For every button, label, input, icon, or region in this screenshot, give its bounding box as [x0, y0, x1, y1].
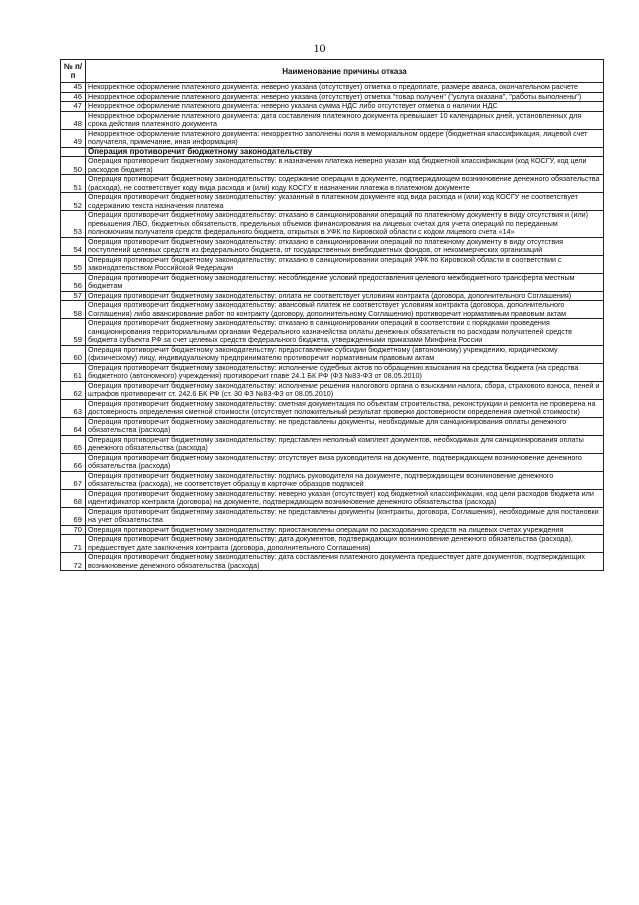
row-number: 55: [61, 255, 86, 273]
table-header-row: [61, 60, 604, 83]
table-row: [61, 273, 604, 291]
reason-text: Некорректное оформление платежного документа: некорректно заполнены поля в мемориальном ордере (бюджетная классификация, лицевой счет получателя, примечание, иная информация): [86, 129, 604, 147]
reason-text: Операция противоречит бюджетному законодательству: отказано в санкционировании операций УФК по Кировской области в соответствии с законодательством Российской Федерации: [86, 255, 604, 273]
row-number: 52: [61, 193, 86, 211]
row-number: 49: [61, 129, 86, 147]
reason-text: Некорректное оформление платежного документа: неверно указана (отсутствует) отметка о предоплате, размере аванса, окончательном расчете: [86, 83, 604, 93]
reason-text: Операция противоречит бюджетному законодательству: несоблюдение условий предоставления целевого межбюджетного трансферта местным бюджетам: [86, 273, 604, 291]
reason-text: Операция противоречит бюджетному законодательству: неверно указан (отсутствует) код бюджетной классификации, код цели расходов бюджета или идентификатор контракта (договора) на документе, подтверждающем возникновение денежного обязательства (расхода): [86, 489, 604, 507]
row-number: 65: [61, 435, 86, 453]
table-row: [61, 381, 604, 399]
reason-text: Операция противоречит бюджетному законодательству: исполнение решения налогового органа о взыскании налога, сбора, страхового взноса, пеней и штрафов противоречит ст. 242.6 БК РФ (ст. 30 ФЗ №83-ФЗ от 08.05.2010): [86, 381, 604, 399]
table-row: [61, 175, 604, 193]
reason-text: Некорректное оформление платежного документа: неверно указана (отсутствует) отметка "товар получен" ("услуга оказана", "работы выполнены"): [86, 92, 604, 102]
section-title: Операция противоречит бюджетному законодательству: [86, 147, 604, 157]
page-number: 10: [313, 41, 326, 55]
table-row: [61, 345, 604, 363]
column-header-number: № п/п: [61, 60, 86, 83]
row-number: 64: [61, 417, 86, 435]
table-row: [61, 102, 604, 112]
reason-text: Операция противоречит бюджетному законодательству: подпись руководителя на документе, подтверждающем возникновение денежного обязательства (расхода), не соответствует образцу в карточке образцов подписей: [86, 471, 604, 489]
table-row: [61, 453, 604, 471]
reason-text: Операция противоречит бюджетному законодательству: отсутствует виза руководителя на документе, подтверждающем возникновение денежного обязательства (расхода): [86, 453, 604, 471]
row-number: 59: [61, 319, 86, 346]
reason-text: Операция противоречит бюджетному законодательству: указанный в платежном документе код вида расхода и (или) код КОСГУ не соответствует содержанию текста назначения платежа: [86, 193, 604, 211]
row-number: 69: [61, 507, 86, 525]
table-row: [61, 157, 604, 175]
row-number: 54: [61, 237, 86, 255]
row-number: [61, 147, 86, 157]
row-number: 62: [61, 381, 86, 399]
row-number: 71: [61, 535, 86, 553]
row-number: 67: [61, 471, 86, 489]
reason-text: Операция противоречит бюджетному законодательству: отказано в санкционировании операций в соответствии с порядками проведения санкционирования территориальными органами Федерального казначейства оплаты денежных обязательств по расходам получателей средств бюджета субъекта РФ за счет целевых средств федерального бюджета, утвержденными приказами Минфина России: [86, 319, 604, 346]
table-row: [61, 535, 604, 553]
reason-text: Операция противоречит бюджетному законодательству: в назначении платежа неверно указан код бюджетной классификации (код КОСГУ, код цели расходов бюджета): [86, 157, 604, 175]
table-row: [61, 255, 604, 273]
table-row: [61, 193, 604, 211]
table-row: [61, 507, 604, 525]
row-number: 70: [61, 525, 86, 535]
row-number: 58: [61, 301, 86, 319]
row-number: 72: [61, 553, 86, 571]
table-row: [61, 237, 604, 255]
row-number: 50: [61, 157, 86, 175]
table-row: [61, 435, 604, 453]
row-number: 66: [61, 453, 86, 471]
row-number: 61: [61, 363, 86, 381]
reason-text: Операция противоречит бюджетному законодательству: сметная документация по объектам строительства, реконструкции и ремонта не проверена на достоверность определения сметной стоимости (отсутствует положительный результат проверки достоверности определения сметной стоимости): [86, 399, 604, 417]
reason-text: Операция противоречит бюджетному законодательству: предоставление субсидии бюджетному (автономному) учреждению, юридическому (физическому) лицу, индивидуальному предпринимателю противоречит нормативным правовым актам: [86, 345, 604, 363]
table-row: [61, 301, 604, 319]
reason-text: Операция противоречит бюджетному законодательству: дата документов, подтверждающих возникновение денежного обязательства (расхода), предшествует дате заключения контракта (договора, дополнительного Соглашения): [86, 535, 604, 553]
reason-text: Операция противоречит бюджетному законодательству: отказано в санкционировании операций по платежному документу в виду отсутствия поступлений целевых средств из федерального бюджета, от государственных внебюджетных фондов, от некоммерческих организаций: [86, 237, 604, 255]
table-row: [61, 363, 604, 381]
reason-text: Операция противоречит бюджетному законодательству: исполнение судебных актов по обращению взыскания на средства бюджета (на средства бюджетного (автономного) учреждения) противоречит главе 24.1 БК РФ (ФЗ №83-ФЗ от 08.05.2010): [86, 363, 604, 381]
row-number: 57: [61, 291, 86, 301]
reason-text: Операция противоречит бюджетному законодательству: авансовый платеж не соответствует условиям контракта (договора, дополнительного Соглашения) либо авансирование работ по контракту (договору, дополнительному Соглашению) противоречит нормативным правовым актам: [86, 301, 604, 319]
row-number: 47: [61, 102, 86, 112]
reason-text: Операция противоречит бюджетному законодательству: не представлены документы, необходимые для санкционирования оплаты денежного обязательства (расхода): [86, 417, 604, 435]
row-number: 63: [61, 399, 86, 417]
row-number: 56: [61, 273, 86, 291]
table-row: [61, 417, 604, 435]
table-row: [61, 553, 604, 571]
row-number: 51: [61, 175, 86, 193]
row-number: 60: [61, 345, 86, 363]
reason-text: Некорректное оформление платежного документа: дата составления платежного документа превышает 10 календарных дней, установленных для срока действия платежного документа: [86, 111, 604, 129]
row-number: 68: [61, 489, 86, 507]
row-number: 46: [61, 92, 86, 102]
table-row: [61, 129, 604, 147]
row-number: 45: [61, 83, 86, 93]
table-row: [61, 399, 604, 417]
column-header-name: Наименование причины отказа: [86, 60, 604, 83]
table-row: [61, 111, 604, 129]
table-row: [61, 471, 604, 489]
row-number: 53: [61, 211, 86, 238]
reason-text: Операция противоречит бюджетному законодательству: представлен неполный комплект документов, необходимых для санкционирования оплаты денежного обязательства (расхода): [86, 435, 604, 453]
reason-text: Операция противоречит бюджетному законодательству: оплата не соответствует условиям контракта (договора, дополнительного Соглашения): [86, 291, 604, 301]
table-row: [61, 319, 604, 346]
refusal-reasons-table: [60, 59, 604, 571]
row-number: 48: [61, 111, 86, 129]
reason-text: Операция противоречит бюджетному законодательству: приостановлены операции по расходованию средств на лицевых счетах учреждения: [86, 525, 604, 535]
table-body: [61, 83, 604, 571]
table-row: [61, 489, 604, 507]
table-row: [61, 83, 604, 93]
reason-text: Операция противоречит бюджетному законодательству: содержание операции в документе, подтверждающем возникновение денежного обязательства (расхода), не соответствует коду вида расхода и (или) коду КОСГУ в назначении платежа в платежном документе: [86, 175, 604, 193]
reason-text: Операция противоречит бюджетному законодательству: не представлены документы (контракты, договора, Соглашения), необходимые для постановки на учет обязательства: [86, 507, 604, 525]
table-row: [61, 211, 604, 238]
reason-text: Операция противоречит бюджетному законодательству: дата составления платежного документа предшествует дате документов, подтверждающих возникновение денежного обязательства (расхода): [86, 553, 604, 571]
reason-text: Операция противоречит бюджетному законодательству: отказано в санкционировании операций по платежному документу в виду отсутствия и (или) превышения ЛБО, бюджетных обязательств, предельных объемов финансирования на лицевых счетах для учета операций по переданным полномочиям получателя средств федерального бюджета, открытых в УФК по Кировской области с кодом лицевого счета «14»: [86, 211, 604, 238]
reason-text: Некорректное оформление платежного документа: неверно указана сумма НДС либо отсутствует отметка о наличии НДС: [86, 102, 604, 112]
